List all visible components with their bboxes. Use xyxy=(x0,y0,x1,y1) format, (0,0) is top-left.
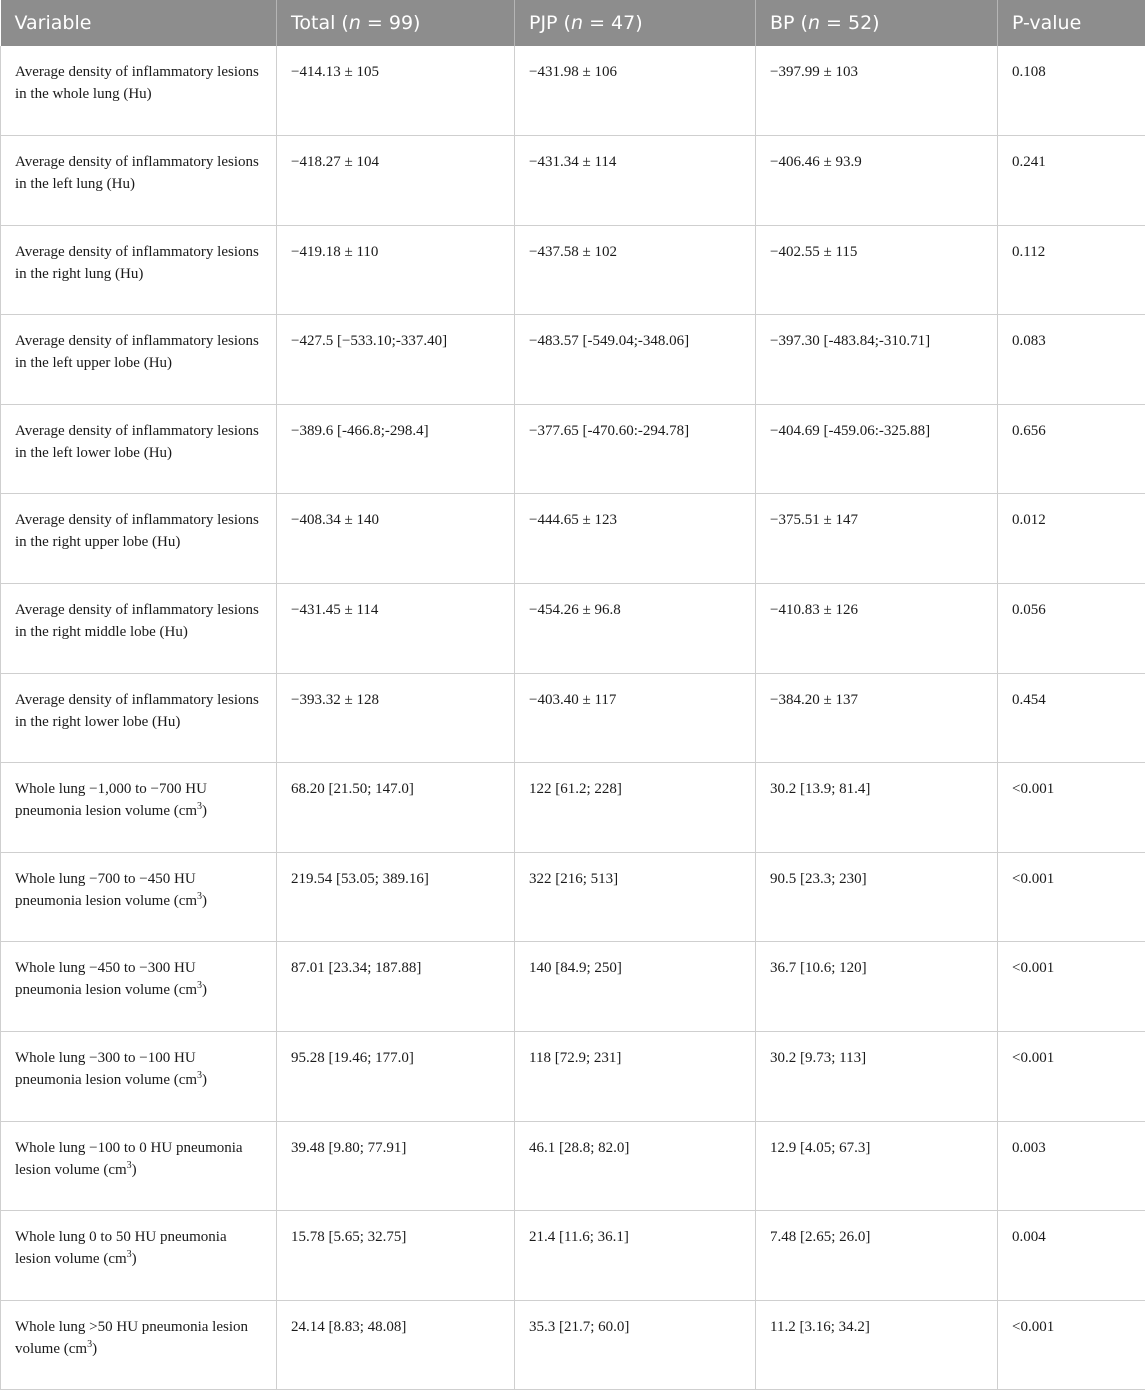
table-row xyxy=(1,763,1145,853)
unit-close: ) xyxy=(202,892,208,909)
pvalue-cell: <0.001 xyxy=(998,852,1145,942)
variable-cell xyxy=(1,1032,277,1122)
pvalue-cell: 0.003 xyxy=(998,1121,1145,1211)
total-cell: 24.14 [8.83; 48.08] xyxy=(277,1300,515,1390)
variable-label: Average density of inflammatory lesions in the whole lung (Hu) xyxy=(15,64,259,102)
total-cell: 15.78 [5.65; 32.75] xyxy=(277,1211,515,1301)
pvalue-cell: <0.001 xyxy=(998,1032,1145,1122)
variable-cell xyxy=(1,763,277,853)
unit-superscript: 3 xyxy=(197,1070,203,1082)
bp-cell: 7.48 [2.65; 26.0] xyxy=(756,1211,998,1301)
pvalue-cell: 0.108 xyxy=(998,46,1145,136)
table-row xyxy=(1,1300,1145,1390)
table-row xyxy=(1,315,1145,405)
unit-close: ) xyxy=(202,982,208,999)
variable-cell xyxy=(1,1300,277,1390)
variable-label: Whole lung −300 to −100 HU pneumonia lesion volume (cm xyxy=(15,1050,198,1089)
total-cell: −389.6 [-466.8;-298.4] xyxy=(277,404,515,494)
bp-cell: 12.9 [4.05; 67.3] xyxy=(756,1121,998,1211)
pjp-cell: −431.34 ± 114 xyxy=(515,136,756,226)
variable-cell xyxy=(1,1121,277,1211)
variable-cell xyxy=(1,1211,277,1301)
pjp-cell: −454.26 ± 96.8 xyxy=(515,584,756,674)
pvalue-cell: <0.001 xyxy=(998,942,1145,1032)
unit-close: ) xyxy=(131,1161,137,1178)
variable-cell xyxy=(1,942,277,1032)
pjp-cell: 322 [216; 513] xyxy=(515,852,756,942)
total-cell: 87.01 [23.34; 187.88] xyxy=(277,942,515,1032)
variable-cell xyxy=(1,673,277,763)
table-body xyxy=(1,46,1145,1390)
pjp-cell: −437.58 ± 102 xyxy=(515,225,756,315)
pvalue-cell: 0.241 xyxy=(998,136,1145,226)
variable-cell xyxy=(1,225,277,315)
table-row xyxy=(1,584,1145,674)
bp-cell: −404.69 [-459.06:-325.88] xyxy=(756,404,998,494)
pjp-cell: 21.4 [11.6; 36.1] xyxy=(515,1211,756,1301)
variable-label: Average density of inflammatory lesions in the right upper lobe (Hu) xyxy=(15,512,259,551)
bp-cell: −397.99 ± 103 xyxy=(756,46,998,136)
pvalue-cell: 0.112 xyxy=(998,225,1145,315)
unit-close: ) xyxy=(131,1251,137,1268)
unit-close: ) xyxy=(202,1072,208,1089)
variable-label: Whole lung −450 to −300 HU pneumonia lesion volume (cm xyxy=(15,960,198,999)
table-row xyxy=(1,225,1145,315)
unit-superscript: 3 xyxy=(197,980,203,992)
pjp-cell: −483.57 [-549.04;-348.06] xyxy=(515,315,756,405)
pjp-cell: −431.98 ± 106 xyxy=(515,46,756,136)
unit-superscript: 3 xyxy=(126,1249,132,1261)
total-cell: −431.45 ± 114 xyxy=(277,584,515,674)
table-row xyxy=(1,852,1145,942)
pjp-cell: 140 [84.9; 250] xyxy=(515,942,756,1032)
header-total: Total (n = 99) xyxy=(277,0,515,46)
total-cell: −418.27 ± 104 xyxy=(277,136,515,226)
pjp-cell: 118 [72.9; 231] xyxy=(515,1032,756,1122)
table-row xyxy=(1,494,1145,584)
pvalue-cell: <0.001 xyxy=(998,763,1145,853)
variable-label: Average density of inflammatory lesions in the right lower lobe (Hu) xyxy=(15,691,259,730)
bp-cell: 90.5 [23.3; 230] xyxy=(756,852,998,942)
bp-cell: −402.55 ± 115 xyxy=(756,225,998,315)
variable-label: Whole lung 0 to 50 HU pneumonia lesion volume (cm xyxy=(15,1229,227,1268)
variable-label: Whole lung >50 HU pneumonia lesion volume (cm xyxy=(15,1318,249,1357)
bp-cell: 11.2 [3.16; 34.2] xyxy=(756,1300,998,1390)
variable-label: Average density of inflammatory lesions in the left lung (Hu) xyxy=(15,154,259,193)
pvalue-cell: 0.454 xyxy=(998,673,1145,763)
unit-superscript: 3 xyxy=(126,1159,132,1171)
total-cell: 219.54 [53.05; 389.16] xyxy=(277,852,515,942)
table-row xyxy=(1,1211,1145,1301)
header-pvalue: P-value xyxy=(998,0,1145,46)
bp-cell: 30.2 [13.9; 81.4] xyxy=(756,763,998,853)
unit-superscript: 3 xyxy=(197,890,203,902)
pjp-cell: 122 [61.2; 228] xyxy=(515,763,756,853)
variable-label: Average density of inflammatory lesions in the left upper lobe (Hu) xyxy=(15,333,259,372)
header-variable: Variable xyxy=(1,0,277,46)
pjp-cell: 46.1 [28.8; 82.0] xyxy=(515,1121,756,1211)
variable-cell xyxy=(1,315,277,405)
variable-cell xyxy=(1,852,277,942)
table-row xyxy=(1,1121,1145,1211)
header-row xyxy=(1,0,1145,46)
pvalue-cell: <0.001 xyxy=(998,1300,1145,1390)
table-row xyxy=(1,46,1145,136)
total-cell: −427.5 [−533.10;-337.40] xyxy=(277,315,515,405)
variable-label: Average density of inflammatory lesions in the right lung (Hu) xyxy=(15,243,259,282)
bp-cell: −375.51 ± 147 xyxy=(756,494,998,584)
table-row xyxy=(1,942,1145,1032)
pvalue-cell: 0.656 xyxy=(998,404,1145,494)
variable-label: Average density of inflammatory lesions in the left lower lobe (Hu) xyxy=(15,422,259,461)
pvalue-cell: 0.083 xyxy=(998,315,1145,405)
variable-label: Whole lung −700 to −450 HU pneumonia lesion volume (cm xyxy=(15,870,198,909)
variable-cell xyxy=(1,584,277,674)
bp-cell: 36.7 [10.6; 120] xyxy=(756,942,998,1032)
bp-cell: 30.2 [9.73; 113] xyxy=(756,1032,998,1122)
variable-label: Average density of inflammatory lesions in the right middle lobe (Hu) xyxy=(15,602,259,641)
header-bp: BP (n = 52) xyxy=(756,0,998,46)
total-cell: −414.13 ± 105 xyxy=(277,46,515,136)
bp-cell: −406.46 ± 93.9 xyxy=(756,136,998,226)
total-cell: −419.18 ± 110 xyxy=(277,225,515,315)
pjp-cell: 35.3 [21.7; 60.0] xyxy=(515,1300,756,1390)
total-cell: 39.48 [9.80; 77.91] xyxy=(277,1121,515,1211)
pjp-cell: −403.40 ± 117 xyxy=(515,673,756,763)
pjp-cell: −377.65 [-470.60:-294.78] xyxy=(515,404,756,494)
bp-cell: −384.20 ± 137 xyxy=(756,673,998,763)
variable-cell xyxy=(1,46,277,136)
variable-label: Whole lung −1,000 to −700 HU pneumonia lesion volume (cm xyxy=(15,781,207,820)
table-row xyxy=(1,404,1145,494)
table-row xyxy=(1,136,1145,226)
bp-cell: −397.30 [-483.84;-310.71] xyxy=(756,315,998,405)
variable-cell xyxy=(1,494,277,584)
pvalue-cell: 0.056 xyxy=(998,584,1145,674)
variable-label: Whole lung −100 to 0 HU pneumonia lesion volume (cm xyxy=(15,1139,243,1178)
table-header xyxy=(1,0,1145,46)
table-row xyxy=(1,673,1145,763)
variable-cell xyxy=(1,404,277,494)
pvalue-cell: 0.012 xyxy=(998,494,1145,584)
variable-cell xyxy=(1,136,277,226)
table-row xyxy=(1,1032,1145,1122)
pvalue-cell: 0.004 xyxy=(998,1211,1145,1301)
total-cell: 95.28 [19.46; 177.0] xyxy=(277,1032,515,1122)
unit-close: ) xyxy=(202,803,208,820)
total-cell: 68.20 [21.50; 147.0] xyxy=(277,763,515,853)
total-cell: −393.32 ± 128 xyxy=(277,673,515,763)
unit-superscript: 3 xyxy=(197,801,203,813)
unit-superscript: 3 xyxy=(87,1338,93,1350)
pjp-cell: −444.65 ± 123 xyxy=(515,494,756,584)
bp-cell: −410.83 ± 126 xyxy=(756,584,998,674)
unit-close: ) xyxy=(92,1340,98,1357)
header-pjp: PJP (n = 47) xyxy=(515,0,756,46)
total-cell: −408.34 ± 140 xyxy=(277,494,515,584)
